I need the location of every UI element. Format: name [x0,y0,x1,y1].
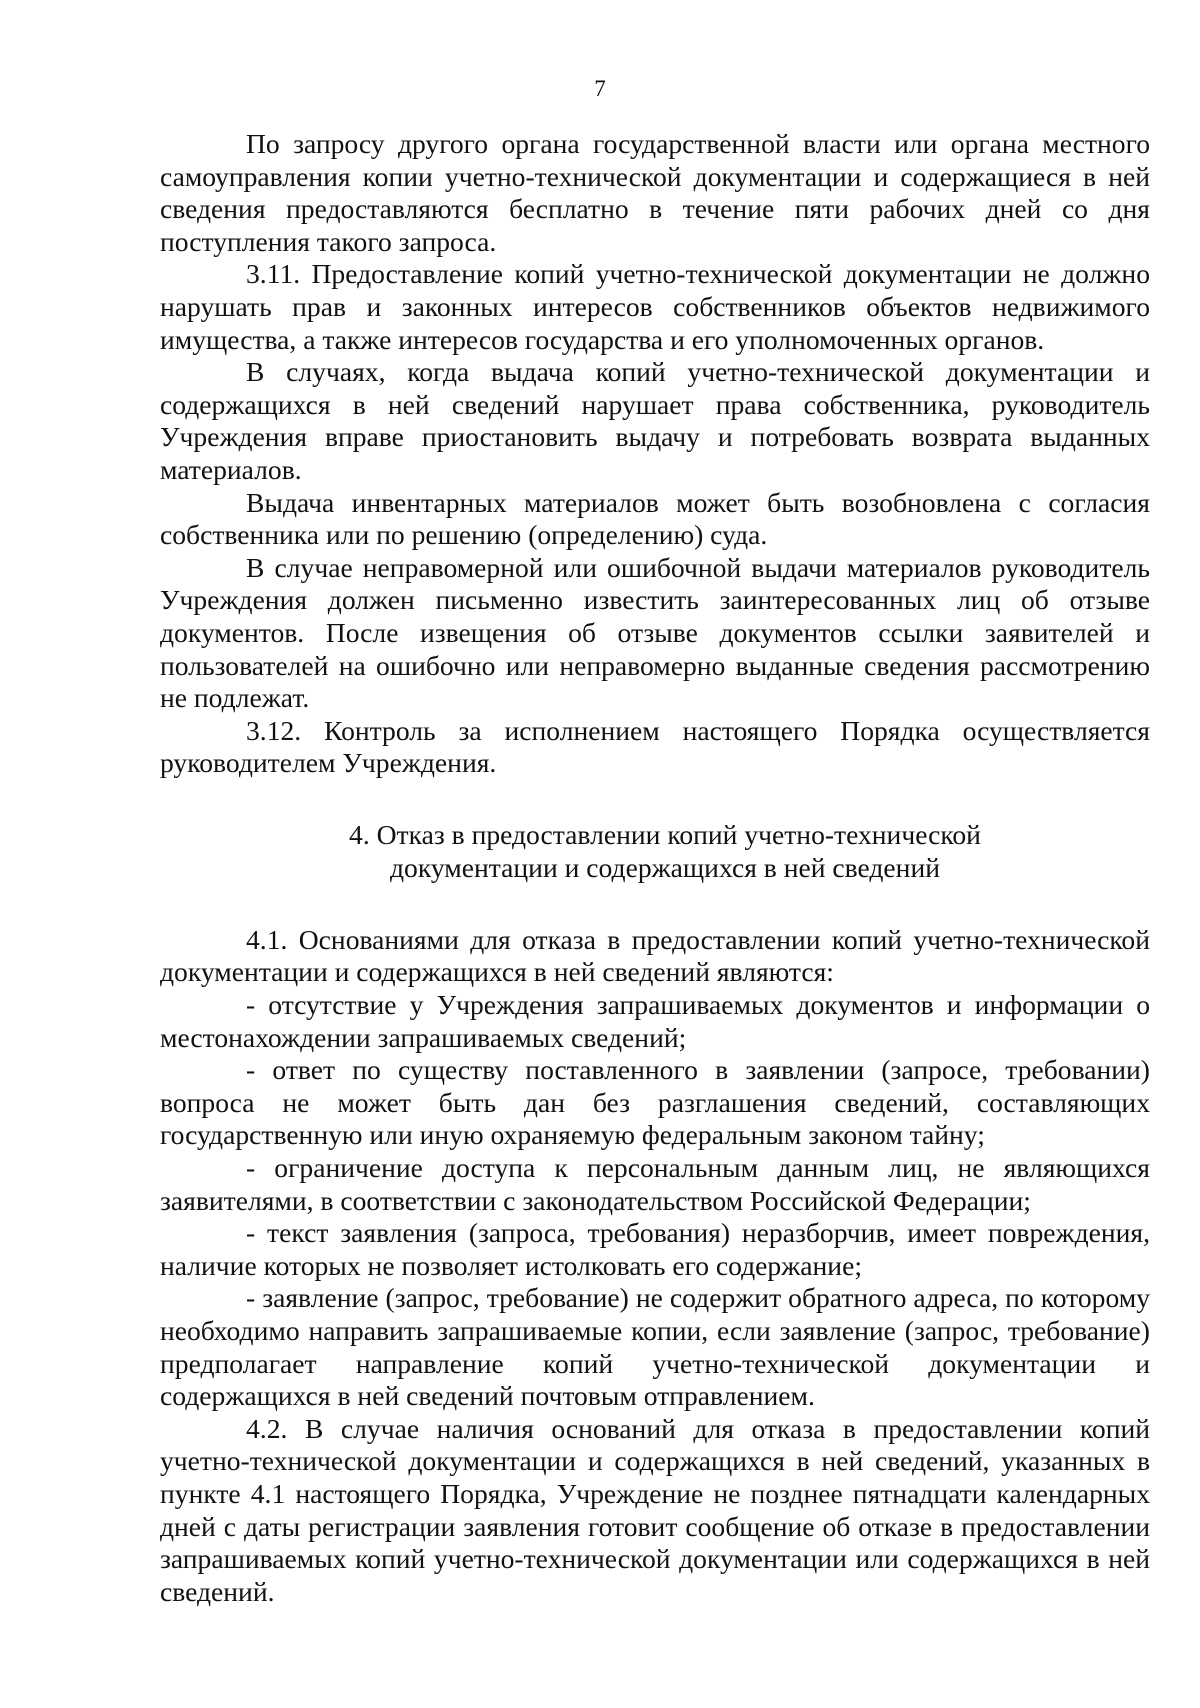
list-item-absence-of-documents: - отсутствие у Учреждения запрашиваемых документов и информации о местонахождении запрашиваемых сведений; [160,989,1150,1053]
paragraph-3-11: 3.11. Предоставление копий учетно-технической документации не должно нарушать прав и законных интересов собственников объектов недвижимого имущества, а также интересов государства и его уполномоченных органов. [160,258,1150,355]
section-heading-line-2: документации и содержащихся в ней сведений [390,851,940,883]
section-heading-4 [160,818,1150,884]
page-number: 7 [594,76,606,101]
paragraph-4-2: 4.2. В случае наличия оснований для отказа в предоставлении копий учетно-технической документации и содержащихся в ней сведений, указанных в пункте 4.1 настоящего Порядка, Учреждение не позднее пятнадцати календарных дней с даты регистрации заявления готовит сообщение об отказе в предоставлении запрашиваемых копий учетно-технической документации или содержащихся в ней сведений. [160,1412,1150,1607]
paragraph-3-12: 3.12. Контроль за исполнением настоящего Порядка осуществляется руководителем Учреждения. [160,714,1150,779]
list-item-illegible-text: - текст заявления (запроса, требования) неразборчив, имеет повреждения, наличие которых не позволяет истолковать его содержание; [160,1217,1150,1281]
section-heading-line-1: 4. Отказ в предоставлении копий учетно-технической [349,818,981,850]
list-item-state-secret: - ответ по существу поставленного в заявлении (запросе, требовании) вопроса не может быть дан без разглашения сведений, составляющих государственную или иную охраняемую федеральным законом тайну; [160,1054,1150,1151]
paragraph-resumption: Выдача инвентарных материалов может быть возобновлена с согласия собственника или по решению (определению) суда. [160,486,1150,551]
paragraph-4-1: 4.1. Основаниями для отказа в предоставлении копий учетно-технической документации и содержащихся в ней сведений являются: [160,923,1150,988]
list-item-no-return-address: - заявление (запрос, требование) не содержит обратного адреса, по которому необходимо направить запрашиваемые копии, если заявление (запрос, требование) предполагает направление копий учетно-технической документации и содержащихся в ней сведений почтовым отправлением. [160,1282,1150,1412]
paragraph-suspension: В случаях, когда выдача копий учетно-технической документации и содержащихся в ней сведений нарушает права собственника, руководитель Учреждения вправе приостановить выдачу и потребовать возврата выданных материалов. [160,356,1150,485]
document-body [160,128,1150,1608]
list-item-personal-data: - ограничение доступа к персональным данным лиц, не являющихся заявителями, в соответствии с законодательством Российской Федерации; [160,1152,1150,1216]
paragraph-erroneous-issue: В случае неправомерной или ошибочной выдачи материалов руководитель Учреждения должен письменно известить заинтересованных лиц об отзыве документов. После извещения об отзыве документов ссылки заявителей и пользователей на ошибочно или неправомерно выданные сведения рассмотрению не подлежат. [160,551,1150,714]
paragraph-request-other-authority: По запросу другого органа государственной власти или органа местного самоуправления копии учетно-технической документации и содержащиеся в ней сведения предоставляются бесплатно в течение пяти рабочих дней со дня поступления такого запроса. [160,128,1150,257]
